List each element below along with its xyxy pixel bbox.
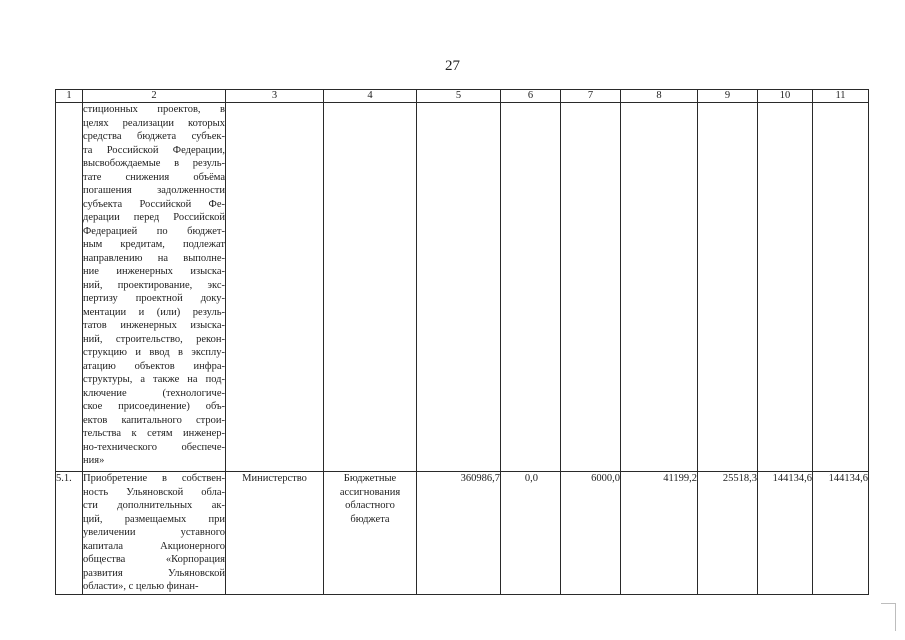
description-line: ность Ульяновской обла-	[83, 486, 225, 498]
budget-table	[55, 89, 869, 595]
value-cell	[621, 103, 698, 472]
value-cell: 360986,7	[417, 472, 501, 595]
value-cell: 41199,2	[621, 472, 698, 595]
page-number: 27	[445, 58, 460, 74]
description-line: структуры, а также на под-	[83, 374, 225, 385]
description-line: ния»	[83, 455, 105, 466]
description-cell	[83, 103, 226, 472]
description-line: субъекта Российской Фе-	[83, 198, 225, 210]
description-line: татов инженерных изыска-	[83, 320, 225, 331]
description-text	[83, 472, 225, 594]
description-line: развития Ульяновской	[83, 567, 225, 579]
description-line: атацию объектов инфра-	[83, 360, 225, 372]
description-line: области», с целью финан-	[83, 581, 199, 592]
executor-cell	[226, 103, 324, 472]
value-cell: 144134,6	[813, 472, 869, 595]
description-line: сти дополнительных ак-	[83, 500, 225, 511]
row-number-cell: 5.1.	[56, 472, 83, 595]
column-header: 5	[417, 90, 501, 103]
value-cell	[501, 103, 561, 472]
value-cell	[758, 103, 813, 472]
column-header: 7	[561, 90, 621, 103]
description-line: целях реализации которых	[83, 117, 225, 129]
description-cell	[83, 472, 226, 595]
column-header: 11	[813, 90, 869, 103]
description-line: ключение (технологиче-	[83, 387, 225, 399]
source-cell: Бюджетные ассигнования областного бюджета	[324, 472, 417, 595]
value-cell: 6000,0	[561, 472, 621, 595]
value-cell	[698, 103, 758, 472]
source-cell	[324, 103, 417, 472]
value-cell: 0,0	[501, 472, 561, 595]
description-line: тате снижения объёма	[83, 171, 225, 183]
value-cell	[561, 103, 621, 472]
table-row-continued	[56, 103, 869, 472]
column-header: 4	[324, 90, 417, 103]
description-line: струкцию и ввод в эксплу-	[83, 347, 225, 358]
value-cell	[813, 103, 869, 472]
column-number-row	[56, 90, 869, 103]
description-line: ным кредитам, подлежат	[83, 239, 225, 250]
description-line: ское присоединение) объ-	[83, 401, 225, 412]
description-line: общества «Корпорация	[83, 554, 225, 565]
description-line: средства бюджета субъек-	[83, 131, 225, 142]
column-header: 6	[501, 90, 561, 103]
column-header: 1	[56, 90, 83, 103]
description-line: ментации и (или) резуль-	[83, 306, 225, 318]
description-line: капитала Акционерного	[83, 540, 225, 552]
description-text	[83, 103, 225, 468]
description-line: ний, строительство, рекон-	[83, 333, 225, 345]
description-line: направлению на выполне-	[83, 252, 225, 264]
column-header: 2	[83, 90, 226, 103]
column-header: 10	[758, 90, 813, 103]
description-line: ектов капитального строи-	[83, 414, 225, 426]
description-line: дерации перед Российской	[83, 212, 225, 223]
value-cell: 25518,3	[698, 472, 758, 595]
description-line: ние инженерных изыска-	[83, 266, 225, 277]
description-line: увеличении уставного	[83, 527, 225, 538]
description-line: ций, размещаемых при	[83, 513, 225, 525]
description-line: Приобретение в собствен-	[83, 473, 225, 484]
value-cell	[417, 103, 501, 472]
description-line: погашения задолженности	[83, 185, 225, 196]
description-line: та Российской Федерации,	[83, 144, 225, 156]
scan-corner-mark	[881, 603, 896, 631]
description-line: пертизу проектной доку-	[83, 293, 225, 304]
row-number-cell	[56, 103, 83, 472]
column-header: 8	[621, 90, 698, 103]
column-header: 9	[698, 90, 758, 103]
executor-cell: Министерство	[226, 472, 324, 595]
description-line: Федерацией по бюджет-	[83, 225, 225, 237]
value-cell: 144134,6	[758, 472, 813, 595]
description-line: но-технического обеспече-	[83, 441, 225, 453]
column-header: 3	[226, 90, 324, 103]
description-line: стиционных проектов, в	[83, 104, 225, 115]
description-line: высвобождаемые в резуль-	[83, 158, 225, 169]
description-line: ний, проектирование, экс-	[83, 279, 225, 291]
description-line: тельства к сетям инженер-	[83, 428, 225, 439]
table-row-5-1	[56, 472, 869, 595]
